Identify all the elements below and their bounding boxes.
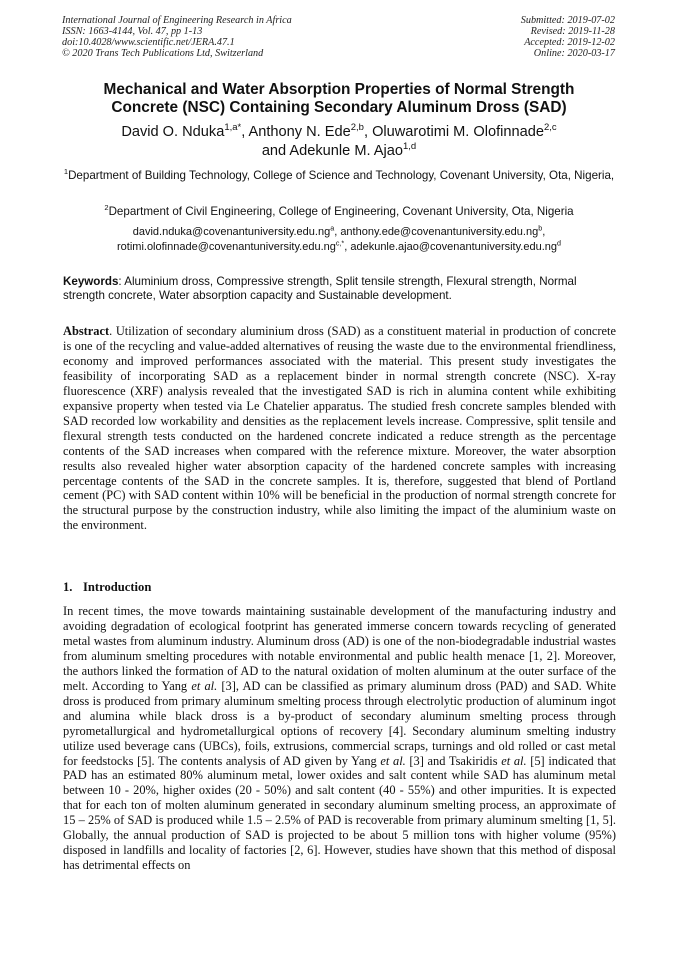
journal-copyright: © 2020 Trans Tech Publications Ltd, Switzerland [62, 48, 264, 60]
author-emails [40, 225, 638, 254]
email-line-1 [40, 225, 638, 240]
email-link[interactable]: rotimi.olofinnade@covenantuniversity.edu.ng [117, 240, 336, 253]
paper-title-line-1: Mechanical and Water Absorption Properties of Normal Strength [103, 81, 575, 98]
author-separator: , [363, 124, 373, 140]
accepted-date: Accepted: 2019-12-02 [524, 37, 615, 49]
paper-title [40, 81, 638, 117]
journal-issn: ISSN: 1663-4144, Vol. 47, pp 1-13 [62, 26, 203, 38]
paper-title-line-2: Concrete (NSC) Containing Secondary Aluminum Dross (SAD) [111, 99, 567, 116]
journal-header-right [521, 15, 615, 59]
author-line-2 [40, 142, 638, 161]
author-list [40, 123, 638, 161]
abstract-text: . Utilization of secondary aluminium dross (SAD) as a constituent material in production of concrete is one of the recycling and value-added alternatives of reusing the waste due to the environmental friendliness, economy and improved performances associated with the material. This present study investigates the feasibility of incorporating SAD as a replacement binder in normal strength concrete (NSC). X-ray fluorescence (XRF) analysis revealed that the investigated SAD is rich in alumina content while exhibiting expansive property when tested via Le Chatelier apparatus. The studied fresh concrete samples blended with SAD recorded low workability and densities as the replacement levels increase. Compressive, split tensile and flexural strength tests conducted on the hardened concrete indicated a reduce strength as the percentage contents of the SAD increases when compared with the reference mixture. Moreover, the water absorption results also revealed higher water absorption capacity of the hardened concrete samples with increasing percentage contents of the SAD in the concrete samples. It is, therefore, suggested that blend of Portland cement (PC) with SAD content within 10% will be beneficial in the production of normal strength concrete for the structural purpose by the construction industry, while also limiting the impact of the aluminium waste on the environment. [63, 324, 616, 533]
affiliation-text: Department of Building Technology, College of Science and Technology, Covenant University, Ota, Nigeria, [68, 169, 615, 182]
keywords-label: Keywords [63, 275, 119, 288]
affiliation-text: Department of Civil Engineering, College of Engineering, Covenant University, Ota, Nigeria [108, 205, 574, 218]
intro-text-3: [3] and Tsakiridis [405, 753, 502, 768]
affiliation-superscript: 2 [104, 203, 109, 213]
keywords-text: : Aluminium dross, Compressive strength, Split tensile strength, Flexural strength, Normal strength concrete, Water absorption capacity and Sustainable development. [63, 275, 577, 302]
introduction-paragraph [63, 604, 616, 873]
intro-text-2: [3], AD can be classified as primary aluminum dross (PAD) and SAD. White dross is produced from primary aluminum smelting process through electrolytic production of aluminum ingot and alumina while black dross is a by-product of secondary aluminum smelting process through pyrometallurgical and hydrometallurgical options of recovery [4]. Secondary aluminum smelting industry utilize used beverage cans (UBCs), foils, extrusions, commercial scraps, turnings and old rolled or cast metal for feedstocks [5]. The contents analysis of AD given by Yang [63, 678, 616, 768]
journal-name: International Journal of Engineering Research in Africa [62, 15, 292, 26]
intro-etal-2: et al. [380, 753, 406, 768]
abstract-label: Abstract [63, 324, 110, 338]
section-heading [63, 580, 151, 595]
author-name: Anthony N. Ede [248, 124, 351, 140]
keywords-paragraph [63, 275, 616, 303]
intro-text-1: In recent times, the move towards maintaining sustainable development of the manufacturing industry and avoiding degradation of ecological footprint has generated immerse concern towards recycling of generated metal wastes from aluminum industry. Aluminum dross (AD) is one of the non-biodegradable industrial wastes from aluminum smelting procedures with notable environmental and public health menace [1, 2]. Moreover, the authors linked the formation of AD to the natural oxidation of molten aluminum at the outer surface of the melt. According to Yang [63, 604, 616, 693]
section-number: 1. [63, 580, 73, 594]
author-name: Oluwarotimi M. Olofinnade [372, 124, 545, 140]
revised-date: Revised: 2019-11-28 [530, 26, 615, 38]
email-link[interactable]: david.nduka@covenantuniversity.edu.ng [132, 226, 331, 238]
author-name: David O. Nduka [121, 124, 225, 140]
online-date: Online: 2020-03-17 [533, 48, 615, 60]
author-superscript: 1,d [403, 141, 417, 153]
intro-text-4: [5] indicated that PAD has an estimated 80% aluminum metal, lower oxides and salt content while SAD has aluminum metal between 10 - 20%, higher oxides (20 - 50%) and salt content (40 - 55%) and other impurities. It is expected that for each ton of molten aluminum generated in secondary aluminum smelting process, an approximate of 15 – 25% of SAD is produced while 1.5 – 2.5% of PAD is recoverable from primary aluminum smelting [1, 5]. Globally, the annual production of SAD is projected to be about 5 million tons with higher volume (95%) disposed in landfills and locality of factories [2, 6]. However, studies have shown that this method of disposal has detrimental effects on [63, 753, 616, 873]
author-superscript: 2,c [544, 122, 557, 134]
intro-etal-1: et al. [191, 678, 218, 693]
email-separator: , [344, 240, 351, 253]
email-separator: , [542, 226, 546, 238]
journal-doi: doi:10.4028/www.scientific.net/JERA.47.1 [62, 37, 235, 49]
journal-header-left [62, 15, 292, 59]
email-link[interactable]: anthony.ede@covenantuniversity.edu.ng [340, 226, 539, 238]
affiliation-1 [62, 169, 616, 183]
email-separator: , [334, 226, 341, 238]
author-superscript: 2,b [350, 122, 364, 134]
email-superscript: c,* [335, 238, 345, 247]
email-superscript: a [330, 224, 335, 233]
author-superscript: 1,a* [224, 122, 242, 134]
submitted-date: Submitted: 2019-07-02 [520, 15, 615, 26]
author-separator: , [241, 124, 249, 140]
email-line-2 [40, 240, 638, 255]
author-line-1 [40, 123, 638, 142]
section-title: Introduction [83, 580, 152, 594]
abstract-paragraph [63, 324, 616, 533]
email-link[interactable]: adekunle.ajao@covenantuniversity.edu.ng [350, 240, 558, 253]
email-superscript: d [557, 238, 561, 247]
affiliation-superscript: 1 [63, 167, 69, 177]
intro-etal-3: et al. [501, 753, 527, 768]
author-name: and Adekunle M. Ajao [261, 143, 403, 159]
affiliation-2 [62, 205, 616, 219]
email-superscript: b [538, 224, 543, 233]
